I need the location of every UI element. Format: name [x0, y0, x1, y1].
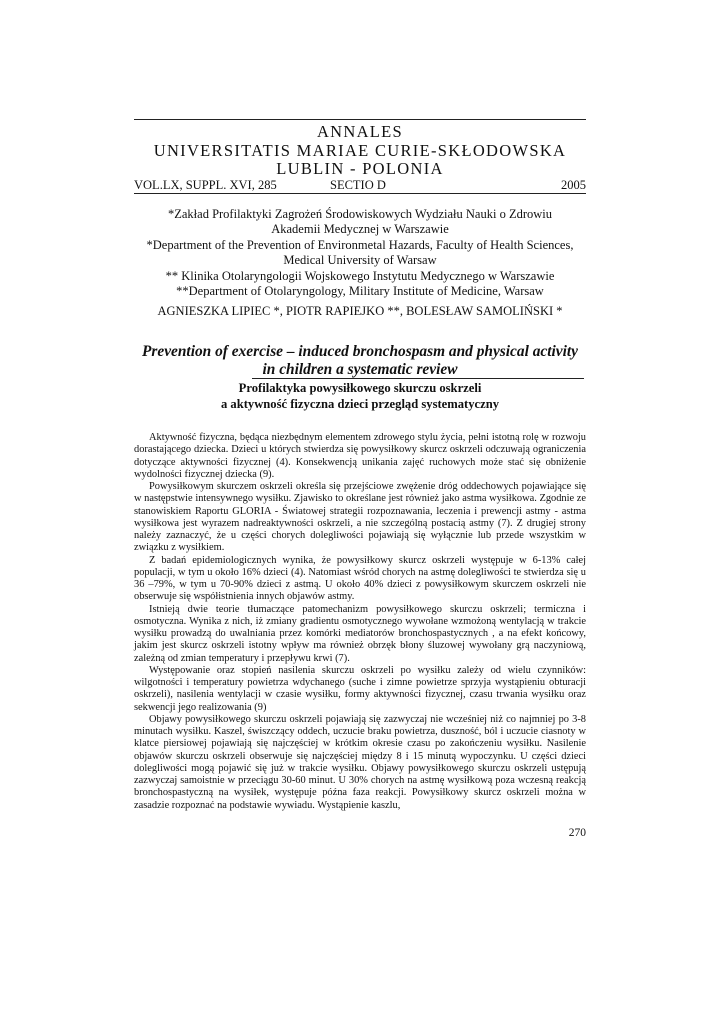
authors: AGNIESZKA LIPIEC *, PIOTR RAPIEJKO **, BOLESŁAW SAMOLIŃSKI *	[157, 304, 563, 318]
article-body	[134, 432, 586, 812]
body-paragraph: Powysiłkowym skurczem oskrzeli określa się przejściowe zwężenie dróg oddechowych pojawiające się w następstwie intensywnego wysiłku. Zjawisko to określane jest również jako astma wysiłkowa. Zgodnie ze stanowiskiem Raportu GLORIA - Światowej strategii rozpoznawania, leczenia i prewencji astmy - astma wysiłkowa jest wyrazem nadreaktywności oskrzeli, a nie szczególną postacią astmy (7). Z drugiej strony należy zaznaczyć, że u części chorych dolegliwości pojawiają się wyłącznie lub przede wszystkim w związku z wysiłkiem.	[134, 481, 586, 554]
volume-line	[134, 177, 586, 193]
title-underline	[252, 378, 584, 379]
title-line: in children a systematic review	[262, 361, 458, 378]
title-line: a aktywność fizyczna dzieci przegląd systematyczny	[220, 396, 500, 411]
article-title-english	[134, 343, 586, 379]
affiliation-line: *Department of the Prevention of Environmetal Hazards, Faculty of Health Sciences,	[146, 237, 574, 252]
journal-title-line-1: ANNALES	[316, 122, 404, 141]
affiliation-line: **Department of Otolaryngology, Military Institute of Medicine, Warsaw	[176, 284, 544, 299]
title-line: Profilaktyka powysiłkowego skurczu oskrzeli	[238, 381, 482, 395]
body-paragraph: Aktywność fizyczna, będąca niezbędnym elementem zdrowego stylu życia, pełni istotną rolę w rozwoju dorastającego dziecka. Dzieci u których stwierdza się powysiłkowy skurcz oskrzeli odczuwają ograniczenia dotyczące aktywności fizycznej (4). Konsekwencją unikania zajęć ruchowych może stać się obniżenie wydolności fizycznej dziecka (9).	[134, 432, 586, 480]
title-line: Prevention of exercise – induced bronchospasm and physical activity	[141, 343, 579, 360]
affiliation-line: *Zakład Profilaktyki Zagrożeń Środowiskowych Wydziału Nauki o Zdrowiu	[167, 207, 552, 221]
affiliation-line: Medical University of Warsaw	[283, 253, 437, 268]
body-paragraph: Istnieją dwie teorie tłumaczące patomechanizm powysiłkowego skurczu oskrzeli; termiczna i osmotyczna. Wynika z nich, iż zmiany gradientu osmotycznego wywołane wzmożoną wentylacją w trakcie wysiłku prowadzą do uwalniania przez komórki mediatorów bronchospastycznych , a na efekt końcowy, jakim jest skurcz oskrzeli istotny wpływ ma również obrzęk błony śluzowej wywołany grą naczyniową, zależną od zmian temperatury i przepływu krwi (7).	[134, 603, 586, 664]
section-info: SECTIO D	[330, 178, 386, 192]
volume-info: VOL.LX, SUPPL. XVI, 285	[134, 178, 277, 192]
journal-title-line-3: LUBLIN - POLONIA	[276, 159, 444, 178]
page-number: 270	[568, 827, 586, 839]
header-bottom-rule	[134, 193, 586, 194]
body-paragraph: Z badań epidemiologicznych wynika, że powysiłkowy skurcz oskrzeli występuje w 6-13% całej populacji, w tym u około 16% dzieci (4). Natomiast wśród chorych na astmę dolegliwości te stwierdza się u 36 –79%, w tym u 70-90% dzieci z astmą. U około 40% dzieci z powysiłkowym skurczem oskrzeli nie obserwuje się współistnienia innych objawów astmy.	[134, 554, 586, 603]
body-paragraph: Występowanie oraz stopień nasilenia skurczu oskrzeli po wysiłku zależy od wielu czynników: wilgotności i temperatury powietrza wdychanego (suche i zimne powietrze sprzyja wystąpieniu obturacji oskrzeli), nasilenia wentylacji w czasie wysiłku, formy aktywności fizycznej, czasu trwania wysiłku oraz sekwencji jego realizowania (9)	[134, 664, 586, 713]
affiliation-line: ** Klinika Otolaryngologii Wojskowego Instytutu Medycznego w Warszawie	[165, 268, 555, 283]
journal-title-line-2: UNIVERSITATIS MARIAE CURIE-SKŁODOWSKA	[153, 141, 567, 160]
body-paragraph: Objawy powysiłkowego skurczu oskrzeli pojawiają się zazwyczaj nie wcześniej niż co najmniej po 3-8 minutach wysiłku. Kaszel, świszczący oddech, uczucie braku powietrza, duszność, ból i uczucie ciasnoty w klatce piersiowej pojawiają się najczęściej w krótkim okresie czasu po zakończeniu wysiłku. Nasilenie objawów skurczu oskrzeli obserwuje się najczęściej między 8 i 15 minutą wypoczynku. U części dzieci dolegliwości mogą pojawić się już w trakcie wysiłku. Objawy powysiłkowego skurczu oskrzeli ustępują zazwyczaj samoistnie w przeciągu 30-60 minut. U 30% chorych na astmę wysiłkową poza wczesną reakcją bronchospastyczną na wysiłek, występuje późna faza reakcji. Powysiłkowy skurcz oskrzeli można w zasadzie rozpoznać na podstawie wywiadu. Wystąpienie kaszlu,	[134, 713, 586, 811]
affiliation-line: Akademii Medycznej w Warszawie	[271, 222, 449, 237]
year-info: 2005	[561, 178, 586, 192]
article-title-polish	[134, 381, 586, 412]
header-top-rule	[134, 119, 586, 120]
affiliations	[134, 207, 586, 299]
